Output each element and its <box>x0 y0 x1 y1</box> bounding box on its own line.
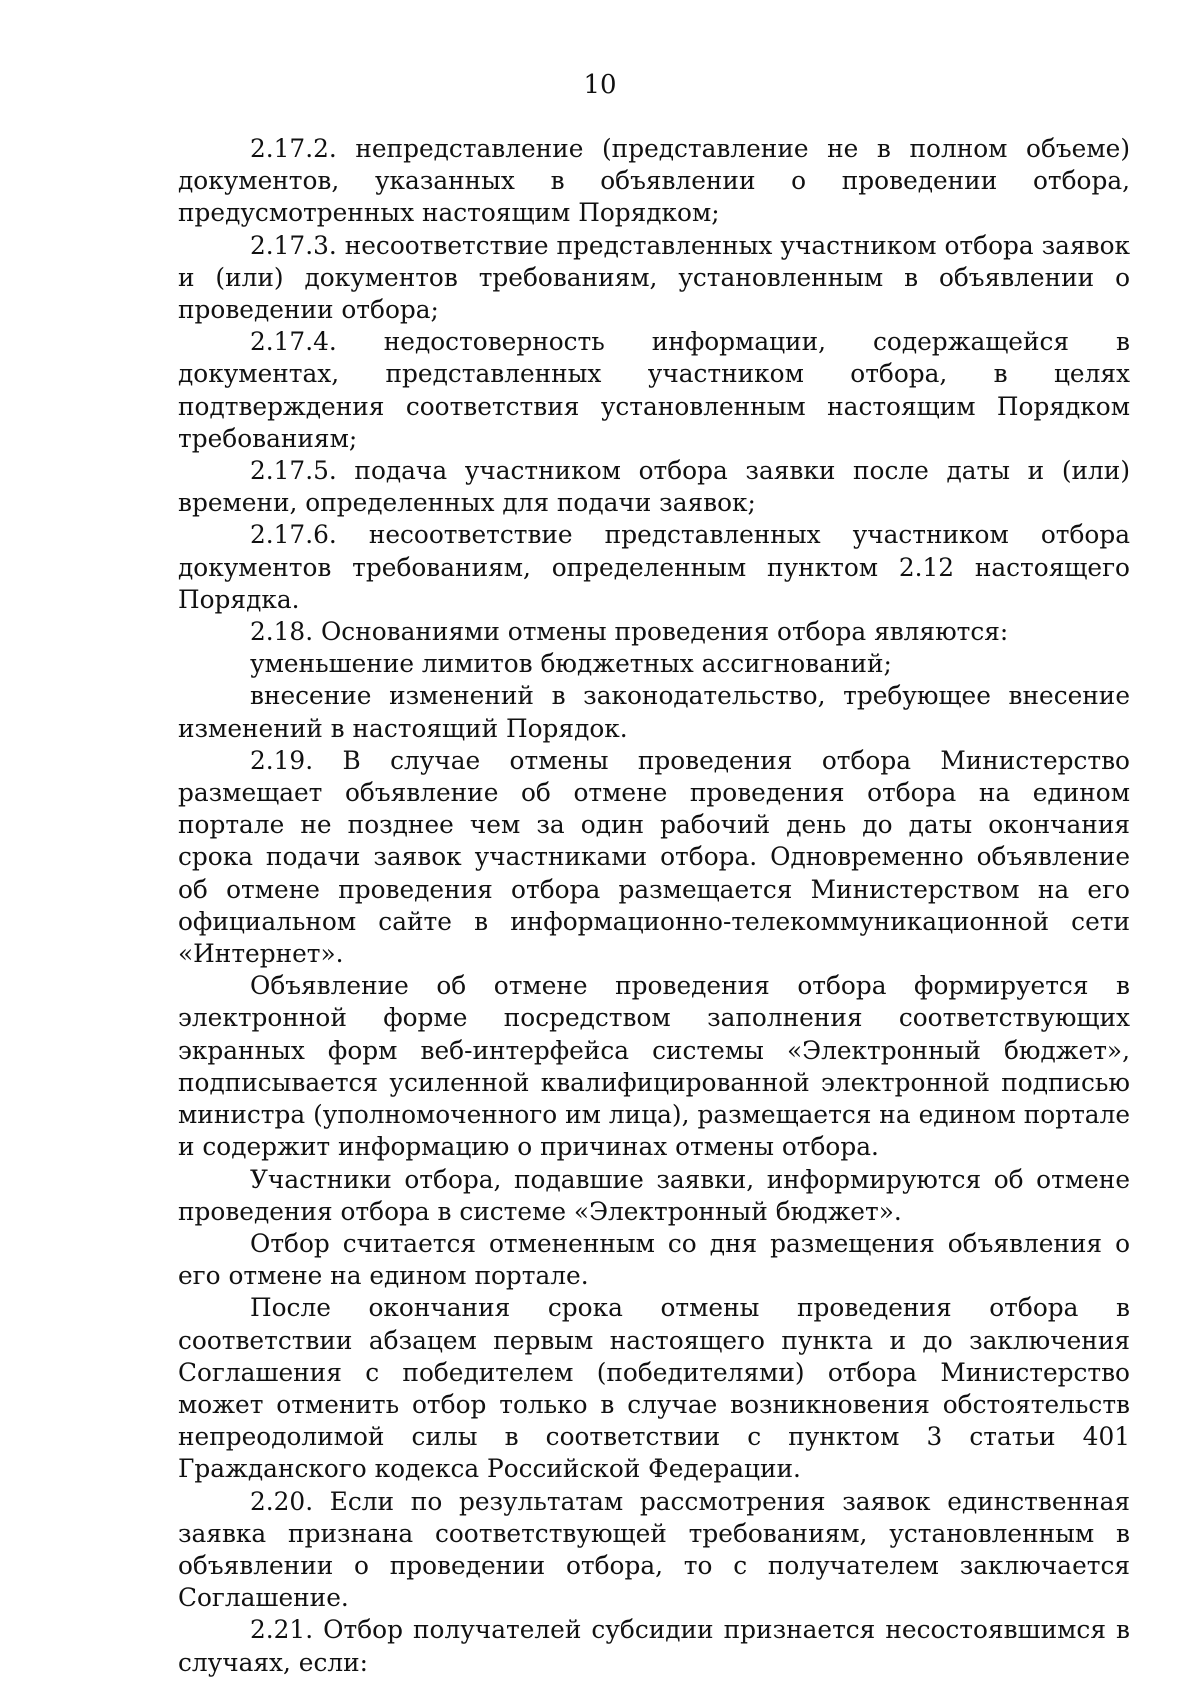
paragraph-2-18-item-2: внесение изменений в законодательство, требующее внесение изменений в настоящий Порядок. <box>178 681 1130 743</box>
paragraph-2-19-announcement: Объявление об отмене проведения отбора формируется в электронной форме посредством заполнения соответствующих экранных форм веб-интерфейса системы «Электронный бюджет», подписывается усиленной квалифицированной электронной подписью министра (уполномоченного им лица), размещается на едином портале и содержит информацию о причинах отмены отбора. <box>178 971 1130 1162</box>
paragraph-2-17-2: 2.17.2. непредставление (представление не в полном объеме) документов, указанных в объявлении о проведении отбора, предусмотренных настоящим Порядком; <box>178 134 1130 228</box>
paragraph-2-19-cancelled: Отбор считается отмененным со дня размещения объявления о его отмене на едином портале. <box>178 1228 1130 1291</box>
paragraph-2-17-4: 2.17.4. недостоверность информации, содержащейся в документах, представленных участником отбора, в целях подтверждения соответствия установленным настоящим Порядком требованиям; <box>178 327 1130 453</box>
paragraph-2-17-6: 2.17.6. несоответствие представленных участником отбора документов требованиям, определенным пунктом 2.12 настоящего Порядка. <box>178 520 1130 614</box>
document-body <box>178 133 1130 1679</box>
page-number: 10 <box>583 70 617 100</box>
paragraph-2-19-force-majeure: После окончания срока отмены проведения отбора в соответствии абзацем первым настоящего пункта и до заключения Соглашения с победителем (победителями) отбора Министерство может отменить отбор только в случае возникновения обстоятельств непреодолимой силы в соответствии с пунктом 3 статьи 401 Гражданского кодекса Российской Федерации. <box>178 1293 1130 1484</box>
paragraph-2-18-item-1: уменьшение лимитов бюджетных ассигнований; <box>250 649 892 679</box>
paragraph-2-20: 2.20. Если по результатам рассмотрения заявок единственная заявка признана соответствующей требованиям, установленным в объявлении о проведении отбора, то с получателем заключается Соглашение. <box>178 1486 1130 1613</box>
paragraph-2-19: 2.19. В случае отмены проведения отбора Министерство размещает объявление об отмене проведения отбора на едином портале не позднее чем за один рабочий день до даты окончания срока подачи заявок участниками отбора. Одновременно объявление об отмене проведения отбора размещается Министерством на его официальном сайте в информационно-телекоммуникационной сети «Интернет». <box>178 745 1130 969</box>
paragraph-2-17-3: 2.17.3. несоответствие представленных участником отбора заявок и (или) документов требованиям, установленным в объявлении о проведении отбора; <box>178 230 1130 325</box>
paragraph-2-21: 2.21. Отбор получателей субсидии признается несостоявшимся в случаях, если: <box>178 1615 1130 1677</box>
paragraph-2-19-participants: Участники отбора, подавшие заявки, информируются об отмене проведения отбора в системе «Электронный бюджет». <box>178 1164 1130 1226</box>
paragraph-2-18: 2.18. Основаниями отмены проведения отбора являются: <box>250 617 1009 647</box>
paragraph-2-17-5: 2.17.5. подача участником отбора заявки после даты и (или) времени, определенных для подачи заявок; <box>178 456 1130 518</box>
